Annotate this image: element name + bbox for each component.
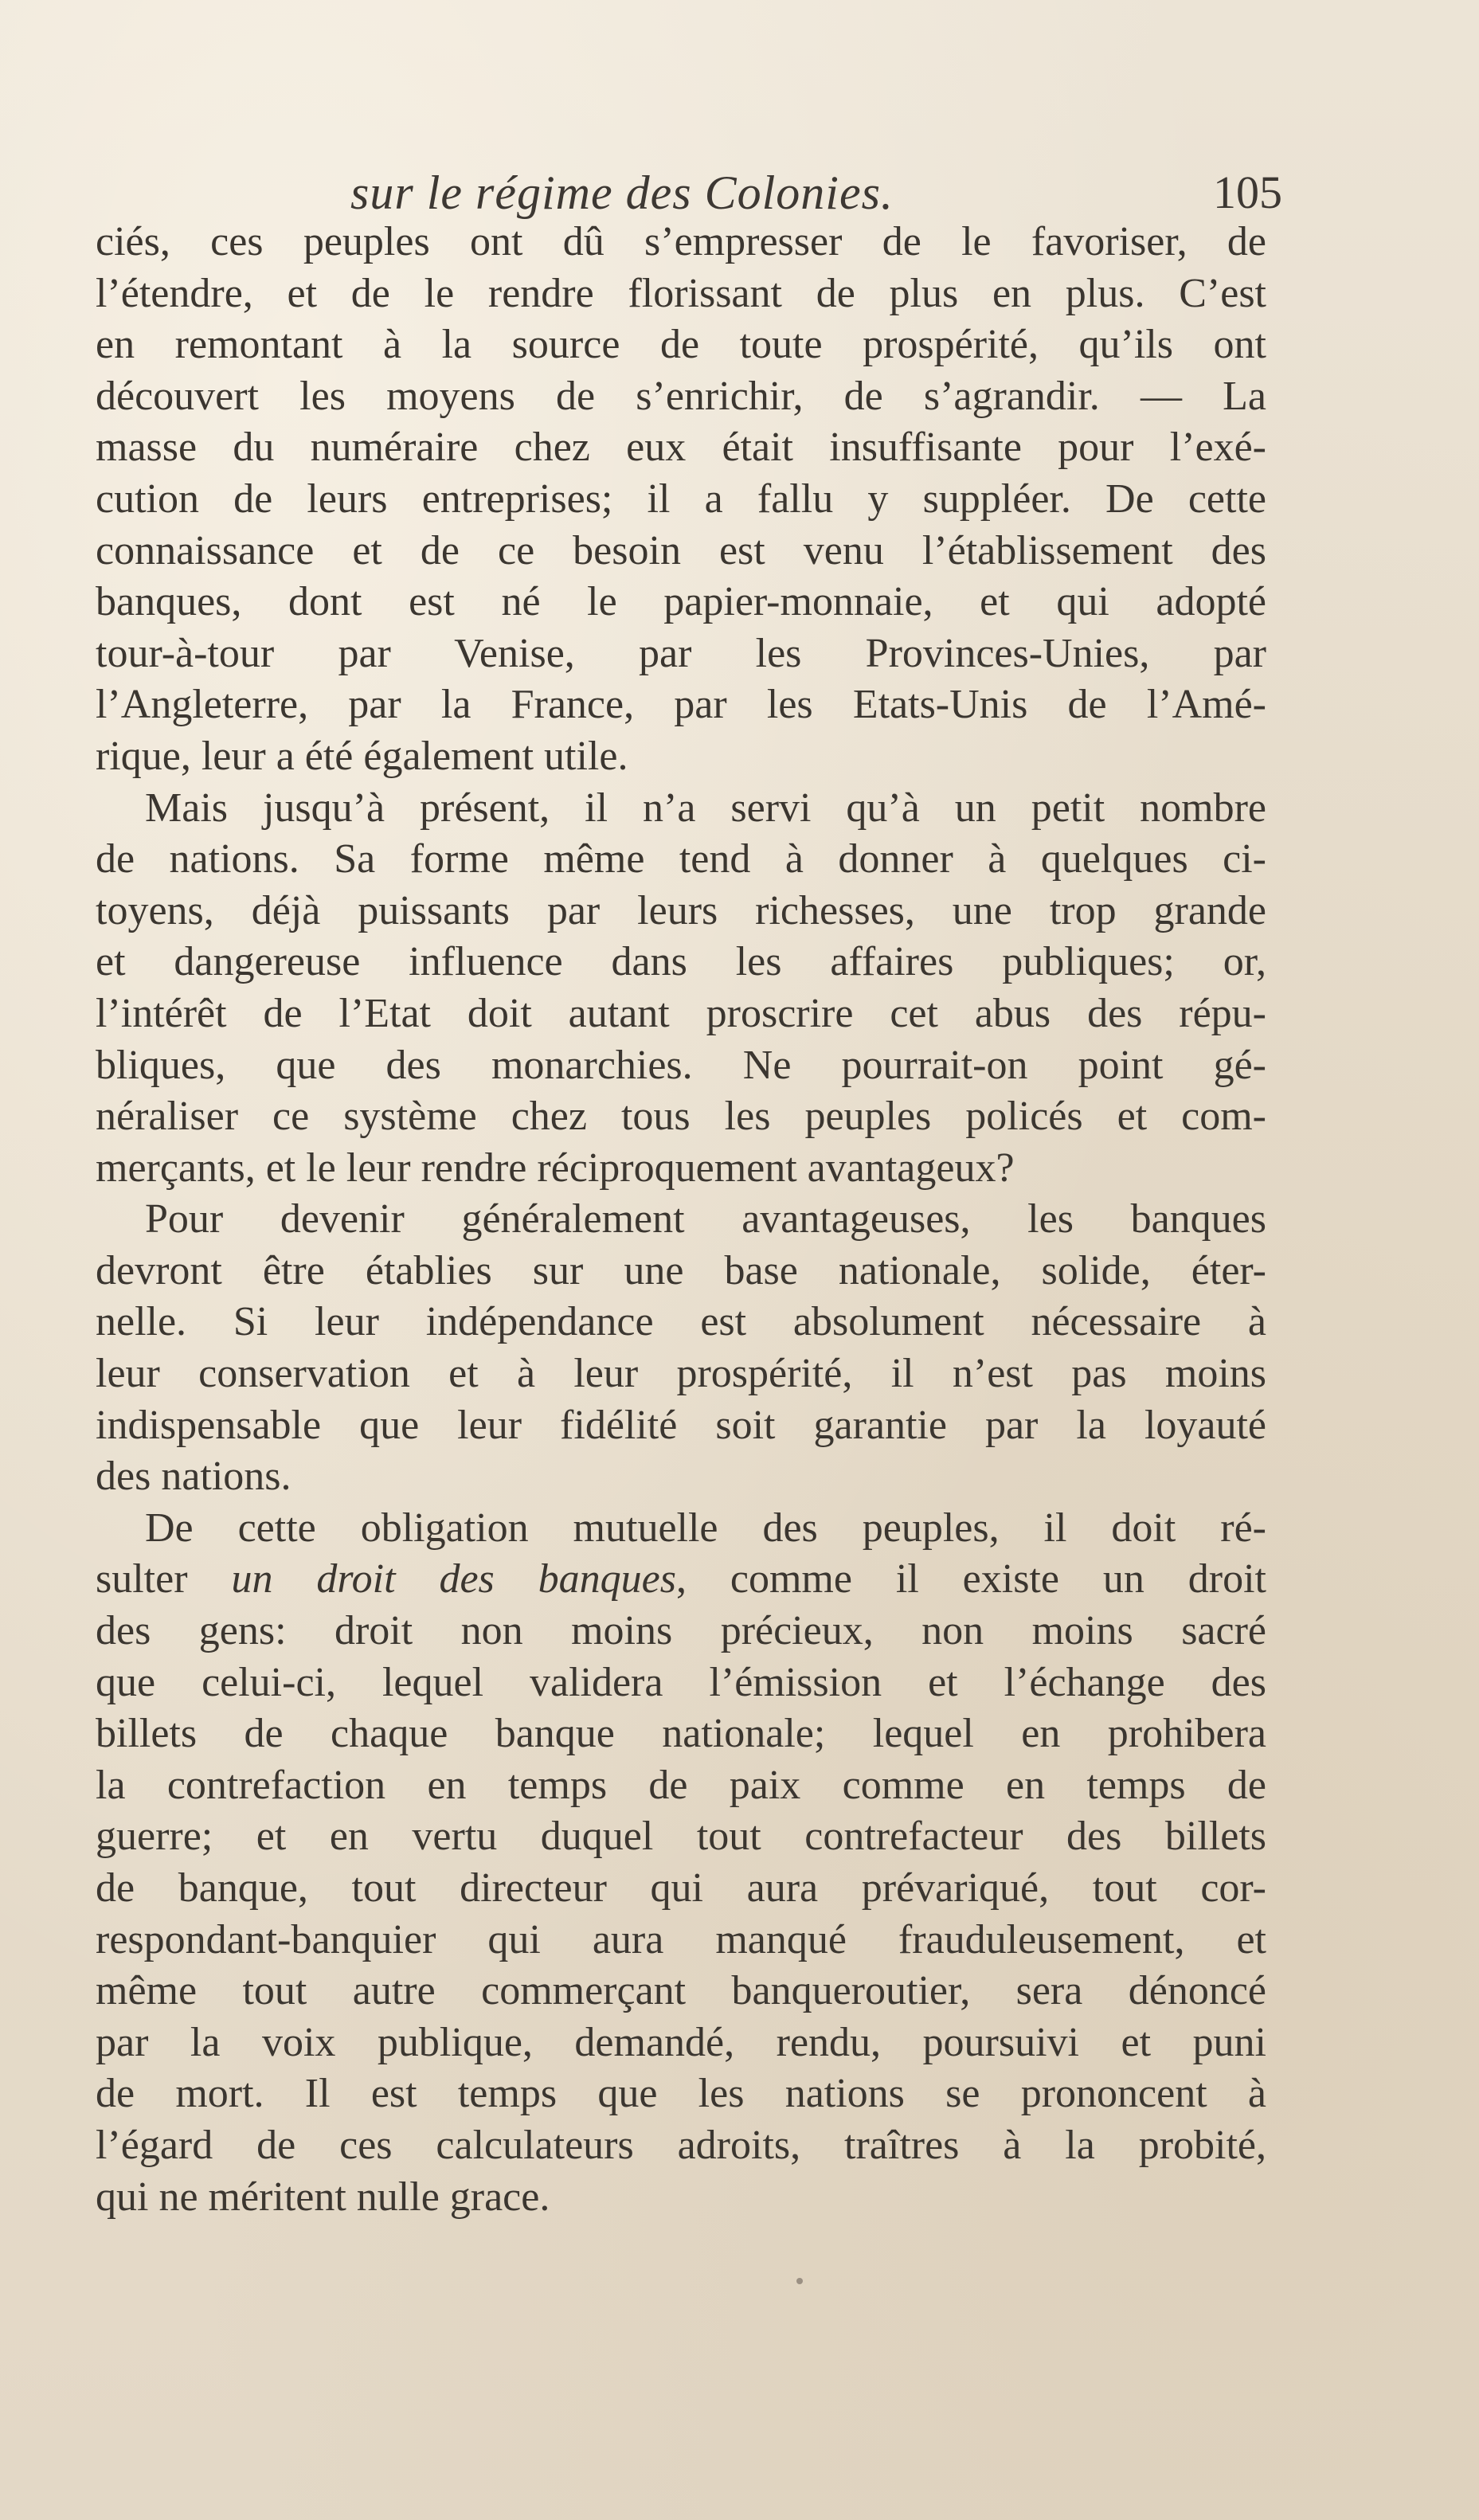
text-line: et dangereuse influence dans les affaires publiques; or, xyxy=(96,939,1266,985)
text-line: qui ne méritent nulle grace. xyxy=(96,2174,550,2220)
text-line: banques, dont est né le papier-monnaie, et qui adopté xyxy=(96,579,1266,625)
text-line: De cette obligation mutuelle des peuples, il doit ré- xyxy=(145,1505,1266,1551)
text-line: par la voix publique, demandé, rendu, poursuivi et puni xyxy=(96,2019,1266,2065)
text-line: nelle. Si leur indépendance est absolument nécessaire à xyxy=(96,1299,1266,1345)
text-line: indispensable que leur fidélité soit garantie par la loyauté xyxy=(96,1402,1266,1448)
text-line: Pour devenir généralement avantageuses, les banques xyxy=(145,1196,1266,1242)
text-line: la contrefaction en temps de paix comme en temps de xyxy=(96,1762,1266,1808)
text-line: de nations. Sa forme même tend à donner à quelques ci- xyxy=(96,836,1266,882)
text-line: devront être établies sur une base nationale, solide, éter- xyxy=(96,1247,1266,1293)
text-line: respondant-banquier qui aura manqué frauduleusement, et xyxy=(96,1916,1266,1962)
text-line: de mort. Il est temps que les nations se prononcent à xyxy=(96,2071,1266,2117)
text-line: même tout autre commerçant banqueroutier, sera dénoncé xyxy=(96,1968,1266,2014)
page-header xyxy=(96,166,1282,221)
page-number: 105 xyxy=(1213,166,1282,218)
text-line: en remontant à la source de toute prospérité, qu’ils ont xyxy=(96,322,1266,368)
text-line: l’intérêt de l’Etat doit autant proscrire cet abus des répu- xyxy=(96,990,1266,1036)
text-line: toyens, déjà puissants par leurs richesses, une trop grande xyxy=(96,887,1266,933)
text-line: néraliser ce système chez tous les peuples policés et com- xyxy=(96,1094,1266,1140)
text-line: des gens: droit non moins précieux, non moins sacré xyxy=(96,1608,1266,1654)
text-line: ciés, ces peuples ont dû s’empresser de le favoriser, de xyxy=(96,219,1266,264)
text-line: Mais jusqu’à présent, il n’a servi qu’à un petit nombre xyxy=(145,785,1266,831)
text-line: bliques, que des monarchies. Ne pourrait-on point gé- xyxy=(96,1042,1266,1088)
text-line: l’étendre, et de le rendre florissant de plus en plus. C’est xyxy=(96,270,1266,316)
text-line: que celui-ci, lequel validera l’émission et l’échange des xyxy=(96,1659,1266,1705)
text-line: cution de leurs entreprises; il a fallu y suppléer. De cette xyxy=(96,475,1266,522)
text-line: tour-à-tour par Venise, par les Provinces-Unies, par xyxy=(96,630,1266,676)
text-line: l’Angleterre, par la France, par les Etats-Unis de l’Amé- xyxy=(96,682,1266,728)
body-text xyxy=(96,217,1266,2223)
text-line: masse du numéraire chez eux était insuffisante pour l’exé- xyxy=(96,425,1266,471)
running-head: sur le régime des Colonies. xyxy=(350,166,894,219)
text-line: merçants, et le leur rendre réciproquement avantageux? xyxy=(96,1145,1015,1191)
text-line: découvert les moyens de s’enrichir, de s’agrandir. — La xyxy=(96,373,1266,419)
text-line: l’égard de ces calculateurs adroits, traîtres à la probité, xyxy=(96,2122,1266,2168)
text-line: guerre; et en vertu duquel tout contrefacteur des billets xyxy=(96,1814,1266,1860)
text-line: leur conservation et à leur prospérité, il n’est pas moins xyxy=(96,1351,1266,1397)
text-line: de banque, tout directeur qui aura prévariqué, tout cor- xyxy=(96,1865,1266,1911)
text-line: connaissance et de ce besoin est venu l’établissement des xyxy=(96,527,1266,573)
text-line: billets de chaque banque nationale; lequel en prohibera xyxy=(96,1711,1266,1757)
ink-dot xyxy=(796,2278,803,2284)
italic-phrase: un droit des banques xyxy=(231,1556,676,1602)
text-line: rique, leur a été également utile. xyxy=(96,733,628,779)
text-line: des nations. xyxy=(96,1454,291,1500)
text-line: sulter un droit des banques, comme il existe un droit xyxy=(96,1556,1266,1602)
